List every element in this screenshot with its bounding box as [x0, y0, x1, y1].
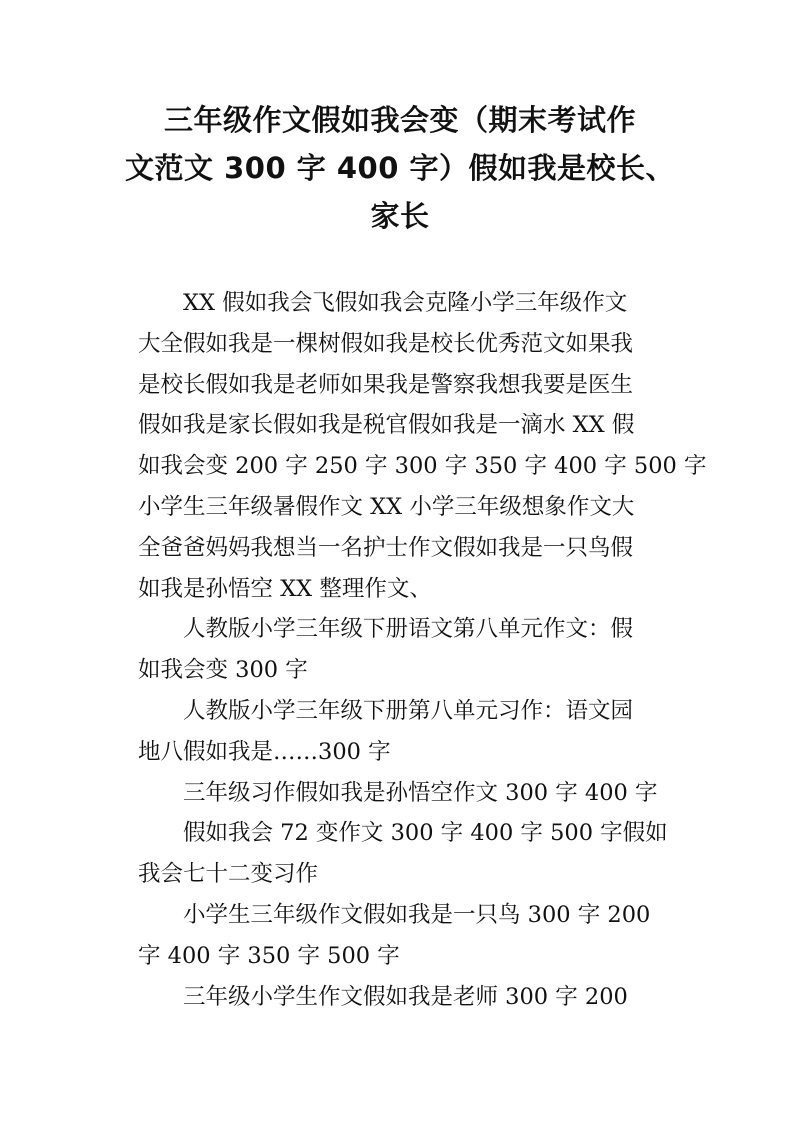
paragraph-line: 人教版小学三年级下册语文第八单元作文：假 — [183, 616, 634, 643]
paragraph-line: 字 400 字 350 字 500 字 — [138, 942, 400, 969]
paragraph-line: 大全假如我是一棵树假如我是校长优秀范文如果我 — [138, 330, 634, 357]
paragraph-line: 小学生三年级暑假作文 XX 小学三年级想象作文大 — [138, 493, 635, 520]
paragraph-line: 地八假如我是……300 字 — [138, 738, 391, 765]
title-line: 三年级作文假如我会变（期末考试作 — [163, 103, 636, 137]
paragraph-line: 如我会变 300 字 — [138, 657, 308, 684]
paragraph — [138, 609, 668, 691]
paragraph-line: 是校长假如我是老师如果我是警察我想我要是医生 — [138, 371, 634, 398]
paragraph — [138, 691, 668, 773]
paragraph-line: 假如我是家长假如我是税官假如我是一滴水 XX 假 — [138, 412, 635, 439]
document-title — [120, 96, 680, 240]
paragraph — [138, 977, 668, 1018]
title-line: 家长 — [370, 199, 430, 233]
paragraph-line: XX 假如我会飞假如我会克隆小学三年级作文 — [183, 290, 628, 316]
paragraph-line: 假如我会 72 变作文 300 字 400 字 500 字假如 — [183, 820, 668, 847]
paragraph — [138, 773, 668, 814]
paragraph-line: 全爸爸妈妈我想当一名护士作文假如我是一只鸟假 — [138, 534, 634, 561]
paragraph-line: 人教版小学三年级下册第八单元习作：语文园 — [183, 697, 634, 724]
paragraph — [138, 283, 707, 609]
document-body — [138, 283, 707, 1017]
paragraph-line: 三年级习作假如我是孙悟空作文 300 字 400 字 — [183, 779, 658, 806]
paragraph-line: 如我会变 200 字 250 字 300 字 350 字 400 字 500 字 — [138, 453, 707, 480]
paragraph-line: 我会七十二变习作 — [138, 861, 319, 888]
paragraph — [138, 895, 668, 977]
paragraph — [138, 813, 668, 895]
title-line: 文范文 300 字 400 字）假如我是校长、 — [125, 151, 675, 185]
paragraph-line: 小学生三年级作文假如我是一只鸟 300 字 200 — [183, 901, 651, 928]
paragraph-line: 三年级小学生作文假如我是老师 300 字 200 — [183, 983, 628, 1010]
paragraph-line: 如我是孙悟空 XX 整理作文、 — [138, 575, 432, 602]
